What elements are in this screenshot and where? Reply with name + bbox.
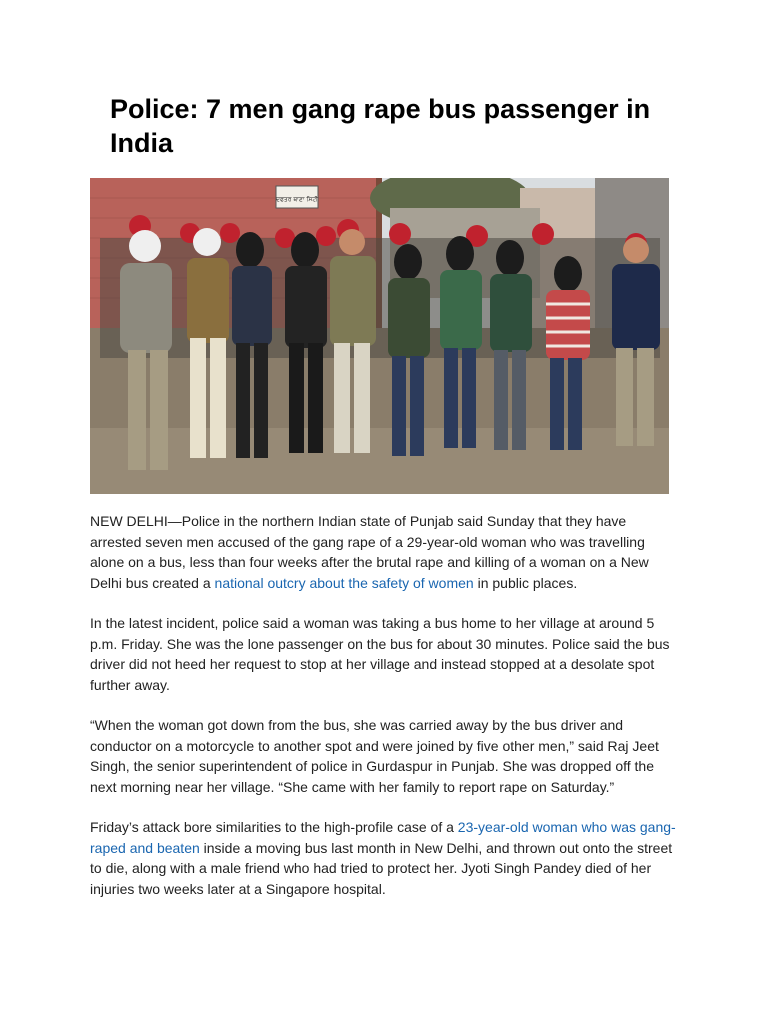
paragraph-1 [90,511,680,593]
paragraph-2 [90,613,680,695]
paragraph-2-text: In the latest incident, police said a woman was taking a bus home to her village at around 5 p.m. Friday. She was the lone passenger on the bus for about 30 minutes. Police said the bus driver did not heed her request to stop at her village and instead stopped at a desolate spot further away. [90,615,670,693]
paragraph-4-text-before: Friday’s attack bore similarities to the high-profile case of a [90,819,458,835]
paragraph-4-text-after: inside a moving bus last month in New Delhi, and thrown out onto the street to die, along with a male friend who had tried to protect her. Jyoti Singh Pandey died of her injuries two weeks later at a Singapore hospital. [90,839,673,897]
paragraph-1-text-before: NEW DELHI—Police in the northern Indian state of Punjab said Sunday that they have arrested seven men accused of the gang rape of a 29-year-old woman who was travelling alone on a bus, less than four weeks after the brutal rape and killing of a woman on a New Delhi bus created a [90,513,649,591]
link-national-outcry[interactable]: national outcry about the safety of women [214,574,474,591]
paragraph-1-text-after: in public places. [473,574,578,591]
paragraph-3 [90,715,680,797]
paragraph-4 [90,817,680,899]
news-photo [90,178,669,494]
sign-text: ਦਫਤਰ ਥਾਣਾ ਸਿਟੀ [276,196,318,203]
article-body [90,511,680,919]
paragraph-3-text: “When the woman got down from the bus, she was carried away by the bus driver and conductor on a motorcycle to another spot and were joined by five other men,” said Raj Jeet Singh, the senior superintendent of police in Gurdaspur in Punjab. She was dropped off the next morning near her village. “She came with her family to report rape on Saturday.” [90,717,659,795]
article-title: Police: 7 men gang rape bus passenger in India [110,94,651,158]
link-23-year-old-woman[interactable]: 23-year-old woman who was gang-raped and beaten [90,819,676,856]
